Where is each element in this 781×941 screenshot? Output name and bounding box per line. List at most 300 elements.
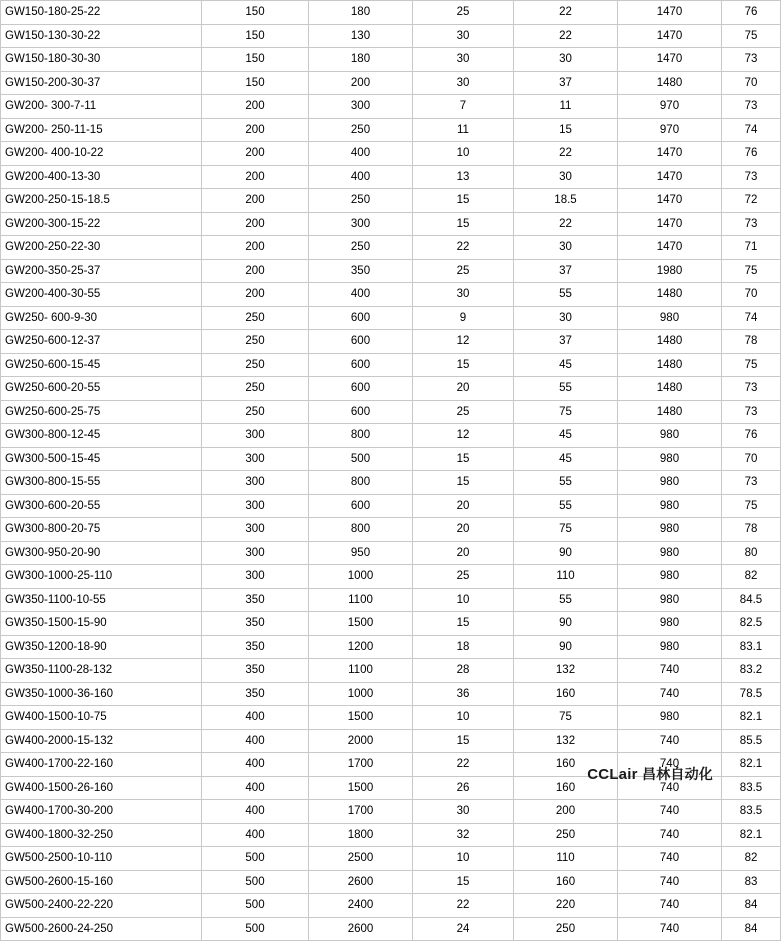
cell-value: 400 xyxy=(202,753,309,777)
cell-value: 55 xyxy=(514,471,618,495)
table-row xyxy=(1,306,781,330)
table-row xyxy=(1,24,781,48)
cell-model: GW300-800-15-55 xyxy=(1,471,202,495)
table-row xyxy=(1,1,781,25)
cell-model: GW200-300-15-22 xyxy=(1,212,202,236)
cell-value: 12 xyxy=(413,424,514,448)
cell-value: 30 xyxy=(413,283,514,307)
cell-value: 26 xyxy=(413,776,514,800)
cell-value: 22 xyxy=(514,24,618,48)
cell-value: 200 xyxy=(309,71,413,95)
cell-value: 980 xyxy=(618,518,722,542)
cell-value: 980 xyxy=(618,635,722,659)
cell-value: 1500 xyxy=(309,612,413,636)
cell-value: 73 xyxy=(722,48,781,72)
cell-model: GW200-250-15-18.5 xyxy=(1,189,202,213)
cell-value: 200 xyxy=(202,165,309,189)
table-row xyxy=(1,565,781,589)
cell-value: 22 xyxy=(514,142,618,166)
cell-value: 10 xyxy=(413,142,514,166)
cell-value: 45 xyxy=(514,353,618,377)
cell-value: 78.5 xyxy=(722,682,781,706)
cell-value: 15 xyxy=(413,353,514,377)
cell-value: 1470 xyxy=(618,165,722,189)
cell-value: 1700 xyxy=(309,800,413,824)
cell-value: 500 xyxy=(309,447,413,471)
cell-model: GW500-2500-10-110 xyxy=(1,847,202,871)
cell-value: 740 xyxy=(618,682,722,706)
cell-value: 75 xyxy=(514,706,618,730)
cell-value: 250 xyxy=(309,236,413,260)
cell-value: 20 xyxy=(413,518,514,542)
cell-value: 300 xyxy=(309,95,413,119)
cell-value: 1470 xyxy=(618,48,722,72)
cell-value: 150 xyxy=(202,24,309,48)
cell-value: 800 xyxy=(309,424,413,448)
cell-model: GW300-950-20-90 xyxy=(1,541,202,565)
cell-value: 10 xyxy=(413,588,514,612)
cell-value: 1480 xyxy=(618,283,722,307)
cell-value: 10 xyxy=(413,706,514,730)
cell-value: 11 xyxy=(413,118,514,142)
cell-value: 28 xyxy=(413,659,514,683)
cell-value: 82 xyxy=(722,565,781,589)
cell-model: GW200-400-30-55 xyxy=(1,283,202,307)
cell-value: 150 xyxy=(202,1,309,25)
cell-model: GW400-1700-22-160 xyxy=(1,753,202,777)
table-row xyxy=(1,283,781,307)
cell-value: 70 xyxy=(722,283,781,307)
cell-value: 130 xyxy=(309,24,413,48)
cell-value: 30 xyxy=(514,165,618,189)
cell-model: GW400-1500-26-160 xyxy=(1,776,202,800)
table-row xyxy=(1,800,781,824)
cell-value: 500 xyxy=(202,847,309,871)
cell-value: 300 xyxy=(309,212,413,236)
cell-value: 76 xyxy=(722,424,781,448)
cell-value: 30 xyxy=(514,48,618,72)
cell-value: 200 xyxy=(202,189,309,213)
cell-value: 160 xyxy=(514,753,618,777)
cell-value: 45 xyxy=(514,447,618,471)
cell-value: 20 xyxy=(413,377,514,401)
cell-value: 740 xyxy=(618,729,722,753)
cell-value: 85.5 xyxy=(722,729,781,753)
cell-value: 200 xyxy=(202,236,309,260)
cell-value: 1100 xyxy=(309,659,413,683)
cell-value: 250 xyxy=(202,306,309,330)
cell-value: 110 xyxy=(514,847,618,871)
cell-value: 250 xyxy=(202,353,309,377)
table-body xyxy=(1,1,781,941)
cell-value: 1000 xyxy=(309,565,413,589)
cell-value: 180 xyxy=(309,48,413,72)
table-row xyxy=(1,212,781,236)
cell-value: 400 xyxy=(309,165,413,189)
cell-value: 300 xyxy=(202,494,309,518)
table-row xyxy=(1,588,781,612)
table-row xyxy=(1,377,781,401)
cell-value: 55 xyxy=(514,377,618,401)
table-row xyxy=(1,635,781,659)
cell-value: 83.5 xyxy=(722,776,781,800)
cell-value: 250 xyxy=(202,400,309,424)
cell-value: 132 xyxy=(514,729,618,753)
cell-value: 1800 xyxy=(309,823,413,847)
cell-model: GW200- 300-7-11 xyxy=(1,95,202,119)
cell-value: 9 xyxy=(413,306,514,330)
cell-value: 110 xyxy=(514,565,618,589)
cell-value: 200 xyxy=(202,118,309,142)
cell-value: 25 xyxy=(413,400,514,424)
cell-value: 25 xyxy=(413,565,514,589)
cell-value: 970 xyxy=(618,95,722,119)
cell-value: 740 xyxy=(618,870,722,894)
cell-value: 1470 xyxy=(618,212,722,236)
cell-value: 13 xyxy=(413,165,514,189)
cell-value: 25 xyxy=(413,259,514,283)
cell-value: 24 xyxy=(413,917,514,941)
cell-model: GW150-200-30-37 xyxy=(1,71,202,95)
cell-value: 37 xyxy=(514,330,618,354)
cell-value: 10 xyxy=(413,847,514,871)
cell-value: 15 xyxy=(413,612,514,636)
table-row xyxy=(1,353,781,377)
cell-model: GW200- 400-10-22 xyxy=(1,142,202,166)
cell-value: 18.5 xyxy=(514,189,618,213)
table-row xyxy=(1,518,781,542)
cell-value: 980 xyxy=(618,306,722,330)
cell-value: 350 xyxy=(202,682,309,706)
cell-value: 200 xyxy=(202,212,309,236)
cell-value: 220 xyxy=(514,894,618,918)
cell-value: 300 xyxy=(202,424,309,448)
cell-value: 1470 xyxy=(618,236,722,260)
cell-value: 83.2 xyxy=(722,659,781,683)
cell-value: 80 xyxy=(722,541,781,565)
cell-value: 15 xyxy=(413,471,514,495)
cell-value: 1100 xyxy=(309,588,413,612)
cell-value: 980 xyxy=(618,706,722,730)
table-row xyxy=(1,189,781,213)
cell-value: 740 xyxy=(618,847,722,871)
table-row xyxy=(1,71,781,95)
table-row xyxy=(1,894,781,918)
cell-value: 82.1 xyxy=(722,823,781,847)
table-row xyxy=(1,706,781,730)
cell-value: 84 xyxy=(722,917,781,941)
cell-value: 55 xyxy=(514,588,618,612)
cell-value: 15 xyxy=(413,870,514,894)
cell-value: 75 xyxy=(722,494,781,518)
cell-value: 84 xyxy=(722,894,781,918)
cell-value: 83.5 xyxy=(722,800,781,824)
cell-value: 12 xyxy=(413,330,514,354)
cell-value: 500 xyxy=(202,870,309,894)
cell-value: 22 xyxy=(413,894,514,918)
cell-model: GW250-600-15-45 xyxy=(1,353,202,377)
cell-value: 7 xyxy=(413,95,514,119)
cell-value: 800 xyxy=(309,518,413,542)
cell-model: GW500-2600-15-160 xyxy=(1,870,202,894)
cell-value: 90 xyxy=(514,541,618,565)
cell-value: 500 xyxy=(202,894,309,918)
cell-value: 400 xyxy=(309,283,413,307)
cell-model: GW400-1500-10-75 xyxy=(1,706,202,730)
cell-value: 980 xyxy=(618,612,722,636)
cell-model: GW250-600-25-75 xyxy=(1,400,202,424)
cell-value: 980 xyxy=(618,565,722,589)
cell-value: 84.5 xyxy=(722,588,781,612)
cell-value: 970 xyxy=(618,118,722,142)
table-row xyxy=(1,917,781,941)
cell-value: 73 xyxy=(722,400,781,424)
cell-value: 740 xyxy=(618,800,722,824)
cell-value: 600 xyxy=(309,306,413,330)
cell-value: 22 xyxy=(413,753,514,777)
watermark xyxy=(587,764,713,784)
cell-value: 200 xyxy=(202,283,309,307)
cell-value: 150 xyxy=(202,71,309,95)
cell-value: 160 xyxy=(514,682,618,706)
cell-value: 32 xyxy=(413,823,514,847)
cell-model: GW500-2600-24-250 xyxy=(1,917,202,941)
cell-value: 1480 xyxy=(618,330,722,354)
cell-model: GW150-180-30-30 xyxy=(1,48,202,72)
cell-value: 150 xyxy=(202,48,309,72)
cell-model: GW400-2000-15-132 xyxy=(1,729,202,753)
table-row xyxy=(1,142,781,166)
cell-value: 1470 xyxy=(618,142,722,166)
cell-value: 22 xyxy=(514,212,618,236)
watermark-brand: CCLair xyxy=(587,766,642,783)
cell-value: 980 xyxy=(618,541,722,565)
cell-value: 400 xyxy=(202,729,309,753)
cell-value: 1980 xyxy=(618,259,722,283)
table-row xyxy=(1,447,781,471)
cell-value: 75 xyxy=(722,259,781,283)
cell-value: 350 xyxy=(202,635,309,659)
cell-value: 75 xyxy=(514,518,618,542)
cell-value: 15 xyxy=(514,118,618,142)
cell-value: 15 xyxy=(413,447,514,471)
cell-model: GW350-1000-36-160 xyxy=(1,682,202,706)
cell-value: 1470 xyxy=(618,1,722,25)
cell-value: 30 xyxy=(514,306,618,330)
cell-value: 300 xyxy=(202,471,309,495)
cell-value: 400 xyxy=(202,823,309,847)
cell-model: GW150-130-30-22 xyxy=(1,24,202,48)
table-row xyxy=(1,729,781,753)
table-row xyxy=(1,847,781,871)
cell-value: 1000 xyxy=(309,682,413,706)
cell-value: 180 xyxy=(309,1,413,25)
cell-value: 1480 xyxy=(618,400,722,424)
cell-value: 36 xyxy=(413,682,514,706)
cell-value: 82 xyxy=(722,847,781,871)
cell-value: 78 xyxy=(722,518,781,542)
table-row xyxy=(1,823,781,847)
cell-value: 250 xyxy=(202,377,309,401)
cell-value: 740 xyxy=(618,776,722,800)
cell-value: 90 xyxy=(514,612,618,636)
table-row xyxy=(1,236,781,260)
cell-value: 20 xyxy=(413,494,514,518)
cell-value: 400 xyxy=(202,776,309,800)
cell-value: 600 xyxy=(309,353,413,377)
cell-value: 90 xyxy=(514,635,618,659)
cell-value: 73 xyxy=(722,471,781,495)
cell-value: 73 xyxy=(722,95,781,119)
cell-model: GW250-600-12-37 xyxy=(1,330,202,354)
cell-value: 350 xyxy=(202,659,309,683)
cell-value: 200 xyxy=(514,800,618,824)
cell-value: 18 xyxy=(413,635,514,659)
cell-value: 400 xyxy=(202,706,309,730)
cell-model: GW300-800-20-75 xyxy=(1,518,202,542)
cell-value: 600 xyxy=(309,400,413,424)
cell-value: 740 xyxy=(618,753,722,777)
cell-value: 400 xyxy=(309,142,413,166)
cell-value: 15 xyxy=(413,189,514,213)
cell-model: GW350-1200-18-90 xyxy=(1,635,202,659)
cell-value: 45 xyxy=(514,424,618,448)
cell-value: 1480 xyxy=(618,71,722,95)
cell-model: GW350-1500-15-90 xyxy=(1,612,202,636)
cell-value: 300 xyxy=(202,518,309,542)
cell-model: GW300-800-12-45 xyxy=(1,424,202,448)
cell-value: 75 xyxy=(722,24,781,48)
cell-model: GW350-1100-10-55 xyxy=(1,588,202,612)
table-row xyxy=(1,165,781,189)
cell-value: 600 xyxy=(309,330,413,354)
cell-value: 1470 xyxy=(618,24,722,48)
cell-value: 70 xyxy=(722,71,781,95)
cell-value: 1500 xyxy=(309,776,413,800)
cell-value: 74 xyxy=(722,118,781,142)
table-row xyxy=(1,424,781,448)
cell-value: 160 xyxy=(514,870,618,894)
cell-value: 300 xyxy=(202,565,309,589)
cell-value: 75 xyxy=(722,353,781,377)
cell-value: 350 xyxy=(202,612,309,636)
cell-model: GW150-180-25-22 xyxy=(1,1,202,25)
cell-value: 20 xyxy=(413,541,514,565)
cell-value: 800 xyxy=(309,471,413,495)
cell-value: 74 xyxy=(722,306,781,330)
cell-model: GW250-600-20-55 xyxy=(1,377,202,401)
cell-value: 950 xyxy=(309,541,413,565)
cell-value: 2600 xyxy=(309,870,413,894)
cell-value: 30 xyxy=(413,24,514,48)
cell-value: 1470 xyxy=(618,189,722,213)
cell-value: 70 xyxy=(722,447,781,471)
watermark-brand-cn: 昌林自动化 xyxy=(642,767,713,783)
cell-value: 132 xyxy=(514,659,618,683)
table-row xyxy=(1,494,781,518)
cell-value: 250 xyxy=(514,823,618,847)
cell-value: 82.5 xyxy=(722,612,781,636)
cell-model: GW300-600-20-55 xyxy=(1,494,202,518)
cell-model: GW200-350-25-37 xyxy=(1,259,202,283)
table-row xyxy=(1,682,781,706)
cell-model: GW200- 250-11-15 xyxy=(1,118,202,142)
cell-value: 1500 xyxy=(309,706,413,730)
cell-value: 71 xyxy=(722,236,781,260)
cell-value: 980 xyxy=(618,447,722,471)
cell-model: GW200-250-22-30 xyxy=(1,236,202,260)
cell-value: 83.1 xyxy=(722,635,781,659)
cell-value: 2000 xyxy=(309,729,413,753)
cell-value: 980 xyxy=(618,424,722,448)
cell-value: 350 xyxy=(309,259,413,283)
cell-value: 250 xyxy=(309,118,413,142)
cell-value: 2500 xyxy=(309,847,413,871)
cell-value: 78 xyxy=(722,330,781,354)
table-row xyxy=(1,659,781,683)
cell-value: 30 xyxy=(514,236,618,260)
cell-value: 11 xyxy=(514,95,618,119)
cell-value: 400 xyxy=(202,800,309,824)
cell-value: 55 xyxy=(514,283,618,307)
table-row xyxy=(1,48,781,72)
cell-value: 22 xyxy=(514,1,618,25)
cell-value: 980 xyxy=(618,494,722,518)
cell-value: 500 xyxy=(202,917,309,941)
cell-value: 82.1 xyxy=(722,706,781,730)
cell-value: 200 xyxy=(202,259,309,283)
cell-value: 980 xyxy=(618,588,722,612)
cell-value: 740 xyxy=(618,894,722,918)
cell-model: GW350-1100-28-132 xyxy=(1,659,202,683)
table-row xyxy=(1,118,781,142)
table-row xyxy=(1,471,781,495)
cell-value: 73 xyxy=(722,165,781,189)
cell-value: 83 xyxy=(722,870,781,894)
cell-value: 250 xyxy=(202,330,309,354)
cell-value: 2400 xyxy=(309,894,413,918)
cell-value: 30 xyxy=(413,800,514,824)
cell-value: 2600 xyxy=(309,917,413,941)
cell-value: 75 xyxy=(514,400,618,424)
cell-value: 350 xyxy=(202,588,309,612)
cell-value: 200 xyxy=(202,95,309,119)
cell-value: 200 xyxy=(202,142,309,166)
cell-value: 250 xyxy=(514,917,618,941)
cell-value: 37 xyxy=(514,71,618,95)
cell-model: GW300-500-15-45 xyxy=(1,447,202,471)
cell-value: 740 xyxy=(618,823,722,847)
cell-model: GW300-1000-25-110 xyxy=(1,565,202,589)
cell-value: 76 xyxy=(722,142,781,166)
cell-value: 160 xyxy=(514,776,618,800)
cell-model: GW250- 600-9-30 xyxy=(1,306,202,330)
cell-value: 37 xyxy=(514,259,618,283)
cell-value: 1480 xyxy=(618,377,722,401)
cell-value: 30 xyxy=(413,48,514,72)
cell-value: 73 xyxy=(722,212,781,236)
cell-model: GW200-400-13-30 xyxy=(1,165,202,189)
cell-value: 300 xyxy=(202,541,309,565)
cell-value: 740 xyxy=(618,917,722,941)
cell-value: 15 xyxy=(413,729,514,753)
cell-value: 22 xyxy=(413,236,514,260)
cell-value: 82.1 xyxy=(722,753,781,777)
cell-model: GW500-2400-22-220 xyxy=(1,894,202,918)
cell-value: 600 xyxy=(309,494,413,518)
cell-value: 250 xyxy=(309,189,413,213)
table-row xyxy=(1,330,781,354)
